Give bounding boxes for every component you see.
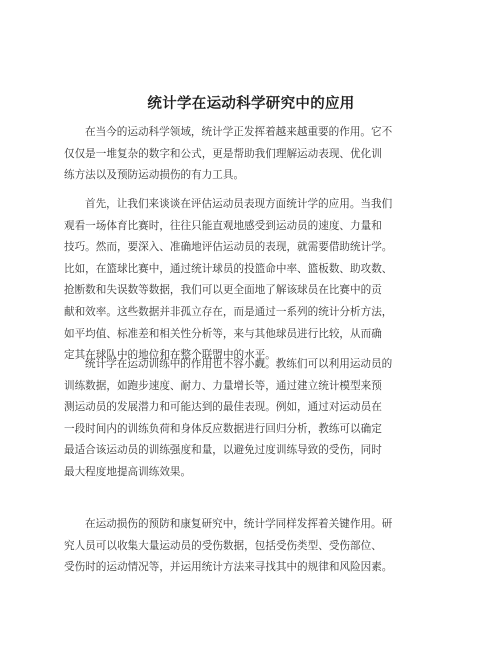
paragraph-line: 究人员可以收集大量运动员的受伤数据，包括受伤类型、受伤部位、: [64, 539, 382, 552]
paragraph-line: 在当今的运动科学领域，统计学正发挥着越来越重要的作用。它不: [85, 126, 393, 138]
paragraph-4: [64, 514, 392, 579]
paragraph-line: 抢断数和失误数等数据，我们可以更全面地了解该球员在比赛中的贡: [64, 284, 382, 297]
paragraph-2: [64, 194, 392, 367]
page-title: 统计学在运动科学研究中的应用: [147, 96, 355, 112]
paragraph-3: [64, 354, 392, 484]
paragraph-line: 测运动员的发展潜力和可能达到的最佳表现。例如，通过对运动员在: [64, 401, 382, 414]
paragraph-line: 受伤时的运动情况等，并运用统计方法来寻找其中的规律和风险因素。: [64, 561, 393, 574]
paragraph-line: 技巧。然而，要深入、准确地评估运动员的表现，就需要借助统计学。: [64, 241, 393, 254]
paragraph-line: 仅仅是一堆复杂的数字和公式，更是帮助我们理解运动表现、优化训: [64, 147, 382, 160]
paragraph-line: 如平均值、标准差和相关性分析等，来与其他球员进行比较，从而确: [64, 327, 382, 340]
paragraph-line: 训练数据，如跑步速度、耐力、力量增长等，通过建立统计模型来预: [64, 379, 382, 392]
paragraph-line: 练方法以及预防运动损伤的有力工具。: [64, 169, 245, 182]
paragraph-line: 比如，在篮球比赛中，通过统计球员的投篮命中率、篮板数、助攻数、: [64, 262, 393, 275]
paragraph-line: 统计学在运动训练中的作用也不容小觑。教练们可以利用运动员的: [85, 358, 393, 370]
paragraph-line: 定其在球队中的地位和在整个联盟中的水平。: [64, 349, 276, 362]
paragraph-line: 一段时间内的训练负荷和身体反应数据进行回归分析，教练可以确定: [64, 422, 382, 435]
paragraph-line: 最大程度地提高训练效果。: [64, 465, 192, 478]
paragraph-line: 首先，让我们来谈谈在评估运动员表现方面统计学的应用。当我们: [85, 198, 393, 210]
paragraph-line: 最适合该运动员的训练强度和量，以避免过度训练导致的受伤，同时: [64, 444, 382, 457]
paragraph-line: 在运动损伤的预防和康复研究中，统计学同样发挥着关键作用。研: [85, 518, 393, 530]
paragraph-line: 献和效率。这些数据并非孤立存在，而是通过一系列的统计分析方法，: [64, 305, 393, 318]
paragraph-1: [64, 122, 392, 187]
paragraph-line: 观看一场体育比赛时，往往只能直观地感受到运动员的速度、力量和: [64, 219, 382, 232]
